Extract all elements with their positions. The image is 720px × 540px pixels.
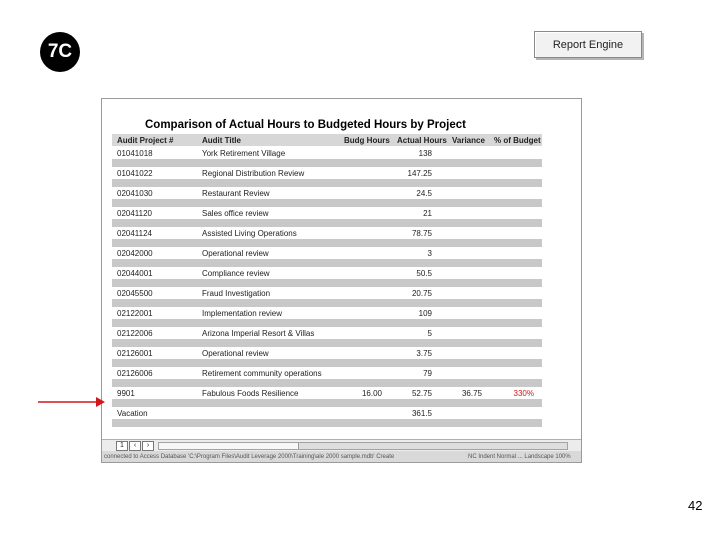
audit-title: Sales office review [202, 209, 269, 218]
audit-title: Implementation review [202, 309, 283, 318]
actual-hours: 50.5 [416, 269, 432, 278]
report-preview-window [101, 98, 582, 463]
audit-title: Regional Distribution Review [202, 169, 305, 178]
audit-title: Retirement community operations [202, 369, 322, 378]
audit-title: Operational review [202, 249, 269, 258]
audit-title: Operational review [202, 349, 269, 358]
table-row[interactable] [112, 167, 542, 187]
red-arrow-icon [38, 396, 106, 408]
audit-title: Fraud Investigation [202, 289, 271, 298]
table-row[interactable] [112, 407, 542, 427]
actual-hours: 78.75 [411, 229, 432, 238]
project-id: 02126001 [117, 349, 153, 358]
column-header-project: Audit Project # [117, 136, 174, 145]
scrollbar-thumb[interactable] [159, 443, 299, 449]
table-row[interactable] [112, 147, 542, 167]
audit-title: Fabulous Foods Resilience [202, 389, 299, 398]
project-id: Vacation [117, 409, 148, 418]
status-indicators: NC Indent Normal ... Landscape 100% [468, 454, 571, 460]
report-table-body [112, 147, 542, 427]
variance: 36.75 [461, 389, 482, 398]
next-page-icon[interactable]: › [142, 441, 154, 451]
project-id: 02045500 [117, 289, 153, 298]
project-id: 02126006 [117, 369, 153, 378]
project-id: 02122001 [117, 309, 153, 318]
project-id: 01041022 [117, 169, 153, 178]
actual-hours: 147.25 [407, 169, 432, 178]
project-id: 02041120 [117, 209, 152, 218]
percent-of-budget: 330% [513, 389, 534, 398]
table-header [112, 134, 542, 146]
table-row[interactable] [112, 347, 542, 367]
actual-hours: 109 [418, 309, 432, 318]
actual-hours: 21 [423, 209, 432, 218]
column-header-actual: Actual Hours [397, 136, 447, 145]
audit-title: York Retirement Village [202, 149, 286, 158]
column-header-title: Audit Title [202, 136, 241, 145]
actual-hours: 24.5 [416, 189, 432, 198]
report-engine-button[interactable]: Report Engine [534, 31, 642, 58]
actual-hours: 361.5 [411, 409, 432, 418]
audit-title: Arizona Imperial Resort & Villas [202, 329, 315, 338]
table-row[interactable] [112, 287, 542, 307]
project-id: 01041018 [117, 149, 153, 158]
column-header-budget: Budg Hours [344, 136, 390, 145]
table-row[interactable] [112, 247, 542, 267]
project-id: 9901 [117, 389, 135, 398]
actual-hours: 3.75 [416, 349, 432, 358]
sheet-tab[interactable]: 1 [116, 441, 128, 451]
project-id: 02122006 [117, 329, 153, 338]
actual-hours: 5 [427, 329, 432, 338]
table-row[interactable] [112, 267, 542, 287]
status-bar [102, 451, 581, 463]
audit-title: Assisted Living Operations [202, 229, 297, 238]
actual-hours: 138 [418, 149, 432, 158]
column-header-variance: Variance [452, 136, 485, 145]
project-id: 02041124 [117, 229, 152, 238]
horizontal-scrollbar[interactable] [158, 442, 568, 450]
actual-hours: 52.75 [411, 389, 432, 398]
project-id: 02042000 [117, 249, 153, 258]
audit-title: Restaurant Review [202, 189, 270, 198]
table-row[interactable] [112, 187, 542, 207]
table-row[interactable] [112, 207, 542, 227]
table-row[interactable] [112, 307, 542, 327]
table-row[interactable] [112, 367, 542, 387]
column-header-percent: % of Budget [494, 136, 541, 145]
actual-hours: 3 [427, 249, 432, 258]
page-number: 42 [688, 498, 703, 513]
actual-hours: 79 [423, 369, 432, 378]
slide-badge: 7C [40, 32, 80, 72]
actual-hours: 20.75 [411, 289, 432, 298]
table-row[interactable] [112, 227, 542, 247]
prev-page-icon[interactable]: ‹ [129, 441, 141, 451]
table-row[interactable] [112, 327, 542, 347]
audit-title: Compliance review [202, 269, 270, 278]
status-text: connected to Access Database 'C:\Program Files\Audit Leverage 2000\Training\ale 2000 sample.mdb' Create [104, 454, 395, 460]
report-title: Comparison of Actual Hours to Budgeted Hours by Project [145, 119, 466, 131]
sheet-navigation-bar [102, 439, 581, 451]
project-id: 02041030 [117, 189, 153, 198]
table-row-highlighted[interactable] [112, 387, 542, 407]
project-id: 02044001 [117, 269, 153, 278]
budget-hours: 16.00 [361, 389, 382, 398]
